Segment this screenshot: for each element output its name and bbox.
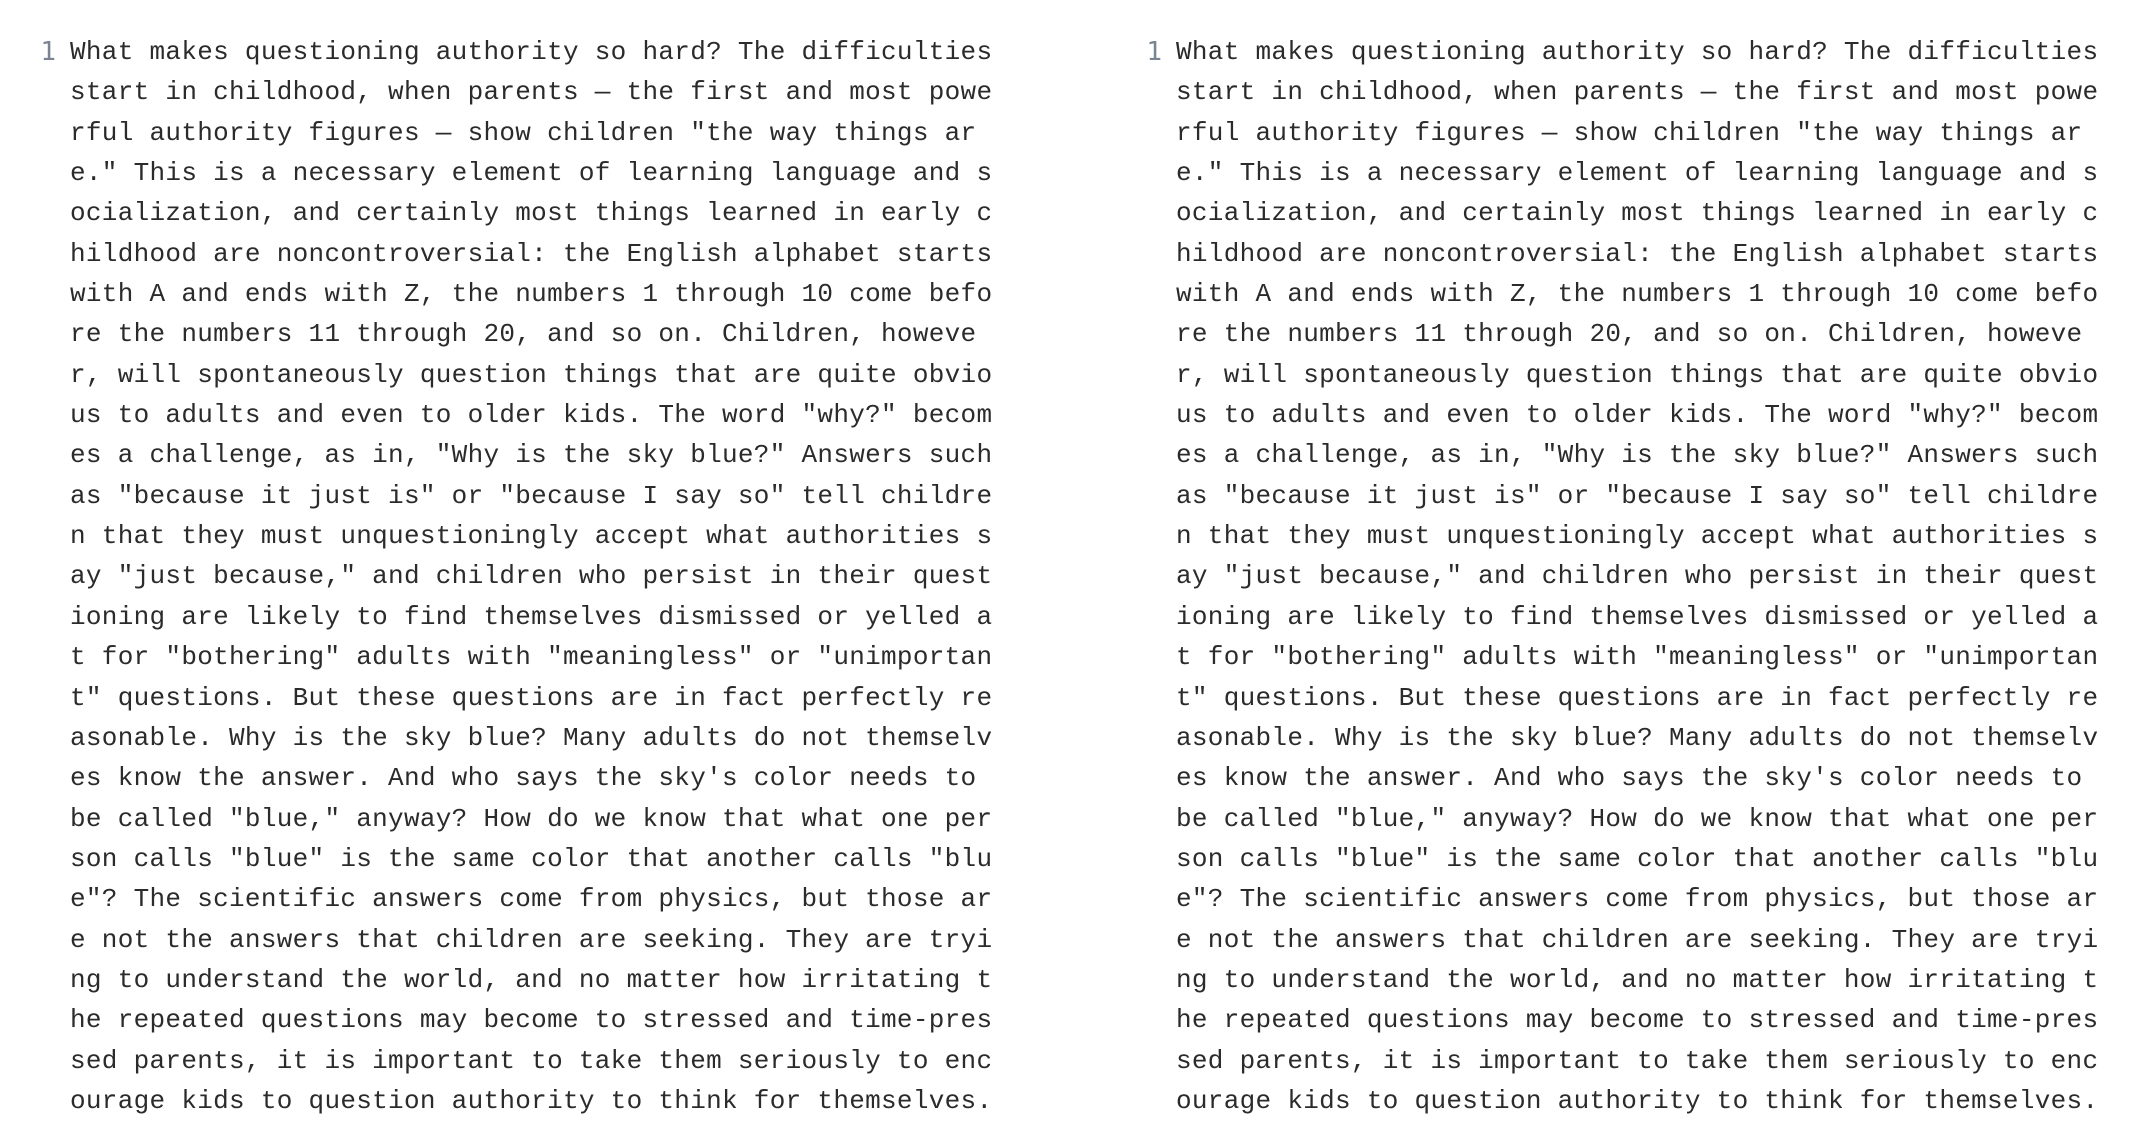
code-text-area[interactable]: What makes questioning authority so hard? The difficulties start in childhood, when parents — the first and most powe rful authority figures — show children "the way things ar e." This is a necessary element of learning language and s ocialization, and certainly most things learned in early c hildhood are noncontroversial: the English alphabet starts with A and ends with Z, the numbers 1 through 10 come befo re the numbers 11 through 20, and so on. Children, howeve r, will spontaneously question things that are quite obvio us to adults and even to older kids. The word "why?" becom es a challenge, as in, "Why is the sky blue?" Answers such as "because it just is" or "because I say so" tell childre n that they must unquestioningly accept what authorities s ay "just because," and children who persist in their quest ioning are likely to find themselves dismissed or yelled a t for "bothering" adults with "meaningless" or "unimportan t" questions. But these questions are in fact perfectly re asonable. Why is the sky blue? Many adults do not themselv es know the answer. And who says the sky's color needs to be called "blue," anyway? How do we know that what one per son calls "blue" is the same color that another calls "blu e"? The scientific answers come from physics, but those ar e not the answers that children are seeking. They are tryi ng to understand the world, and no matter how irritating t he repeated questions may become to stressed and time-pres sed parents, it is important to take them seriously to enc ourage kids to question authority to think for themselves.	[1176, 37, 2099, 1116]
line-number-gutter: 1	[1146, 37, 1162, 67]
line-number-gutter: 1	[40, 37, 56, 67]
code-text-area[interactable]: What makes questioning authority so hard? The difficulties start in childhood, when parents — the first and most powe rful authority figures — show children "the way things ar e." This is a necessary element of learning language and s ocialization, and certainly most things learned in early c hildhood are noncontroversial: the English alphabet starts with A and ends with Z, the numbers 1 through 10 come befo re the numbers 11 through 20, and so on. Children, howeve r, will spontaneously question things that are quite obvio us to adults and even to older kids. The word "why?" becom es a challenge, as in, "Why is the sky blue?" Answers such as "because it just is" or "because I say so" tell childre n that they must unquestioningly accept what authorities s ay "just because," and children who persist in their quest ioning are likely to find themselves dismissed or yelled a t for "bothering" adults with "meaningless" or "unimportan t" questions. But these questions are in fact perfectly re asonable. Why is the sky blue? Many adults do not themselv es know the answer. And who says the sky's color needs to be called "blue," anyway? How do we know that what one per son calls "blue" is the same color that another calls "blu e"? The scientific answers come from physics, but those ar e not the answers that children are seeking. They are tryi ng to understand the world, and no matter how irritating t he repeated questions may become to stressed and time-pres sed parents, it is important to take them seriously to enc ourage kids to question authority to think for themselves.	[70, 37, 993, 1116]
